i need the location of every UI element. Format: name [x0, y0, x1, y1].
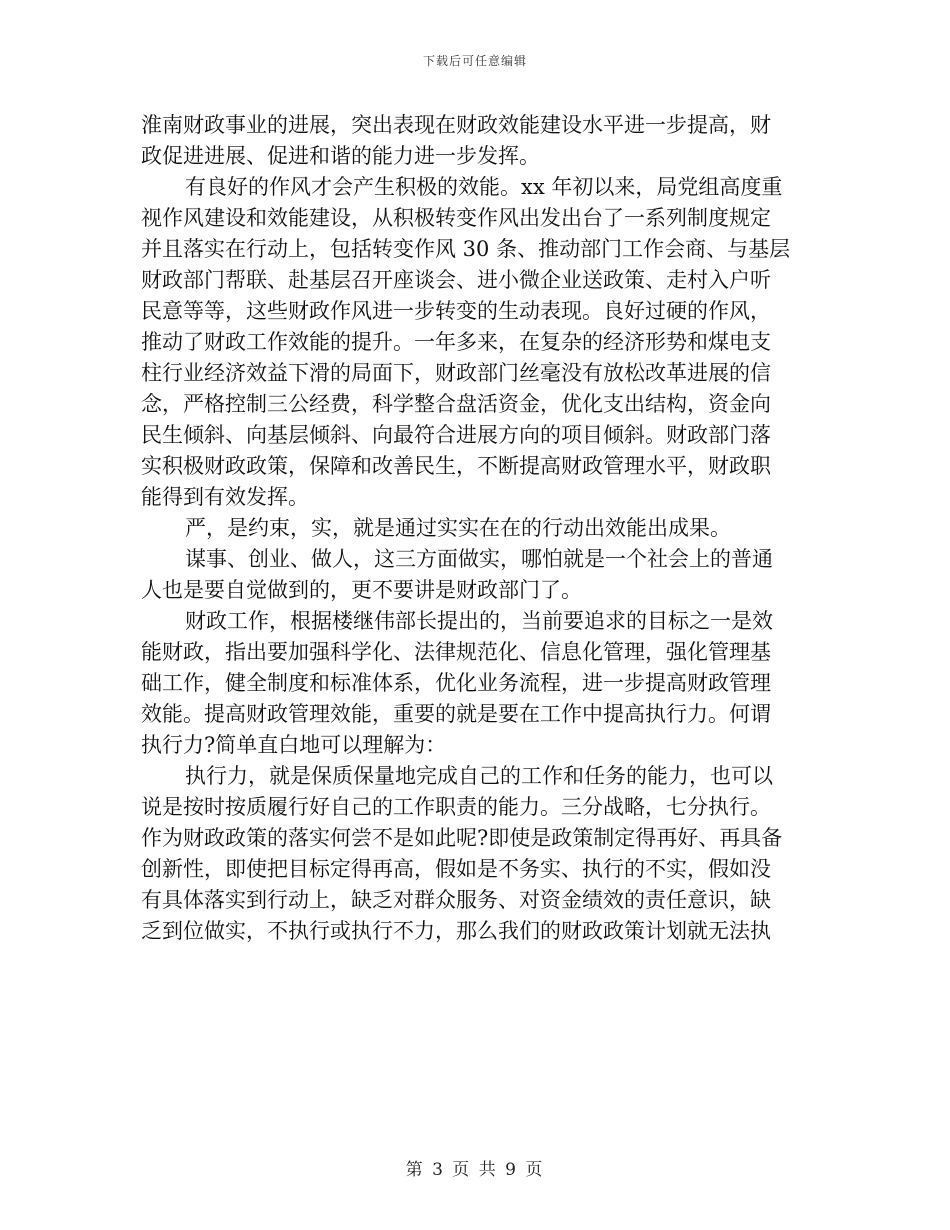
- text-line: 执行力?简单直白地可以理解为：: [141, 733, 447, 757]
- paragraph: [141, 172, 809, 513]
- text-line: 实积极财政政策，保障和改善民生，不断提高财政管理水平，财政职: [141, 454, 771, 478]
- text-line: 民生倾斜、向基层倾斜、向最符合进展方向的项目倾斜。财政部门落: [141, 423, 771, 447]
- text-line: 政促进进展、促进和谐的能力进一步发挥。: [141, 144, 540, 168]
- text-line: 有具体落实到行动上，缺乏对群众服务、对资金绩效的责任意识，缺: [141, 888, 771, 912]
- text-line: 创新性，即使把目标定得再高，假如是不务实、执行的不实，假如没: [141, 857, 771, 881]
- text-line: 效能。提高财政管理效能，重要的就是要在工作中提高执行力。何谓: [141, 702, 771, 726]
- text-line: 淮南财政事业的进展，突出表现在财政效能建设水平进一步提高，财: [141, 113, 771, 137]
- text-line: 人也是要自觉做到的，更不要讲是财政部门了。: [141, 578, 582, 602]
- text-line: 民意等等，这些财政作风进一步转变的生动表现。良好过硬的作风，: [141, 299, 771, 323]
- text-line: 念，严格控制三公经费，科学整合盘活资金，优化支出结构，资金向: [141, 392, 771, 416]
- text-line: 谋事、创业、做人，这三方面做实，哪怕就是一个社会上的普通: [185, 547, 773, 571]
- text-line: 财政部门帮联、赴基层召开座谈会、进小微企业送政策、走村入户听: [141, 268, 771, 292]
- page-number: 第 3 页 共 9 页: [405, 1160, 545, 1180]
- text-line: 能财政，指出要加强科学化、法律规范化、信息化管理，强化管理基: [141, 640, 771, 664]
- text-line: 视作风建设和效能建设，从积极转变作风出发出台了一系列制度规定: [141, 206, 771, 230]
- text-line: 执行力，就是保质保量地完成自己的工作和任务的能力，也可以: [185, 764, 773, 788]
- text-line: 并且落实在行动上，包括转变作风 30 条、推动部门工作会商、与基层: [141, 237, 791, 261]
- text-line: 柱行业经济效益下滑的局面下，财政部门丝毫没有放松改革进展的信: [141, 361, 771, 385]
- paragraph: [141, 761, 809, 947]
- paragraph: [141, 110, 809, 172]
- text-line: 推动了财政工作效能的提升。一年多来，在复杂的经济形势和煤电支: [141, 330, 771, 354]
- text-line: 作为财政政策的落实何尝不是如此呢?即使是政策制定得再好、再具备: [141, 826, 783, 850]
- text-line: 能得到有效发挥。: [141, 485, 309, 509]
- paragraph: [141, 544, 809, 606]
- text-line: 财政工作，根据楼继伟部长提出的，当前要追求的目标之一是效: [185, 609, 773, 633]
- text-line: 严，是约束，实，就是通过实实在在的行动出效能出成果。: [185, 516, 731, 540]
- text-line: 说是按时按质履行好自己的工作职责的能力。三分战略，七分执行。: [141, 795, 771, 819]
- text-line: 有良好的作风才会产生积极的效能。xx 年初以来，局党组高度重: [185, 175, 783, 199]
- text-line: 乏到位做实，不执行或执行不力，那么我们的财政政策计划就无法执: [141, 919, 771, 943]
- paragraph: [141, 606, 809, 761]
- page-header: 下载后可任意编辑: [422, 54, 527, 68]
- paragraph: [141, 513, 809, 544]
- document-body: [141, 110, 809, 947]
- text-line: 础工作，健全制度和标准体系，优化业务流程，进一步提高财政管理: [141, 671, 771, 695]
